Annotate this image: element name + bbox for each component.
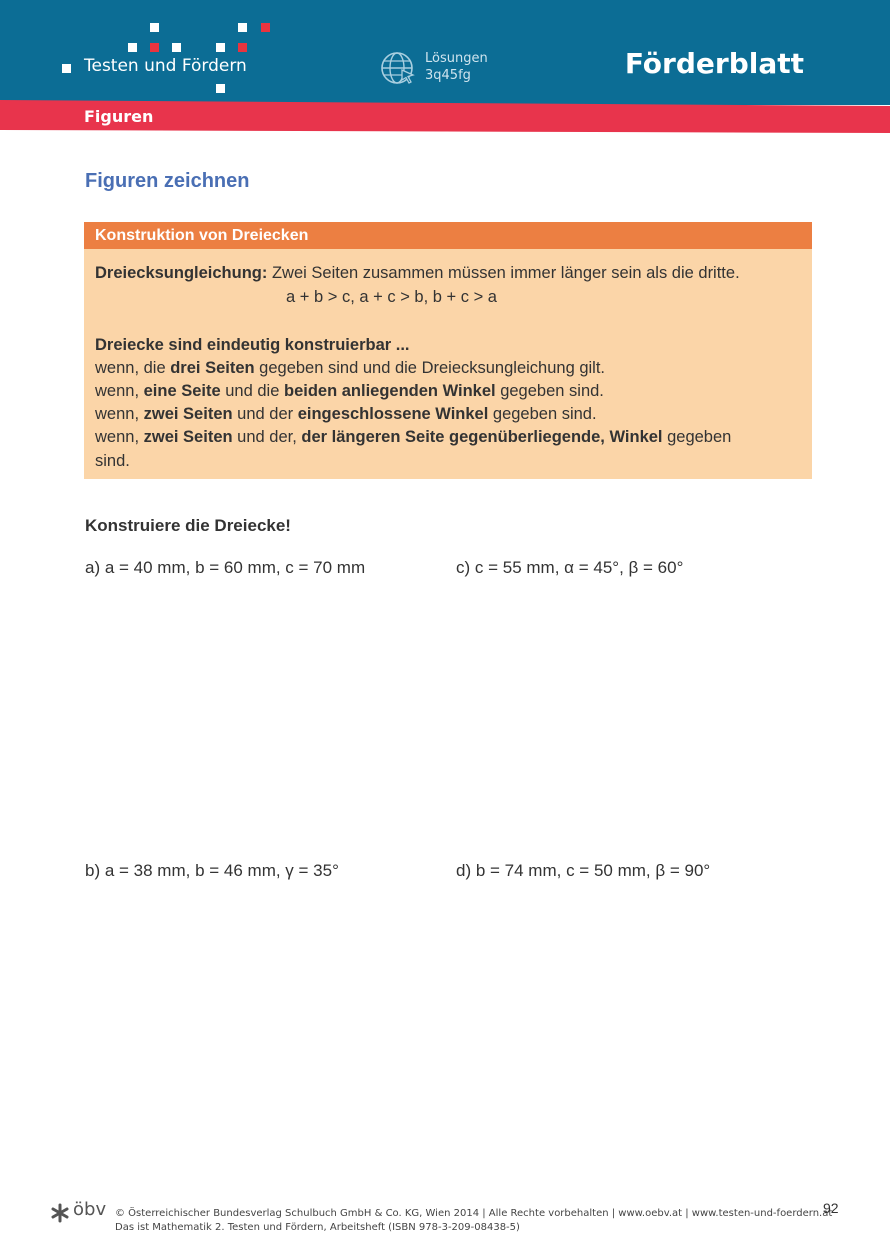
page-number: 92 (823, 1200, 839, 1216)
rule-line: wenn, zwei Seiten und der eingeschlossene Winkel gegeben sind. (95, 405, 597, 423)
inequality-text: Zwei Seiten zusammen müssen immer länger sein als die dritte. (271, 264, 740, 282)
info-box (84, 222, 812, 479)
globe-icon[interactable] (380, 50, 416, 86)
copyright-line: © Österreichischer Bundesverlag Schulbuch GmbH & Co. KG, Wien 2014 | Alle Rechte vorbehalten | www.oebv.at | www.testen-und-foerdern.at (115, 1208, 833, 1219)
task-d: d) b = 74 mm, c = 50 mm, β = 90° (456, 861, 711, 880)
unique-title: Dreiecke sind eindeutig konstruierbar ... (95, 336, 410, 354)
rule-line: wenn, eine Seite und die beiden anliegenden Winkel gegeben sind. (95, 382, 604, 400)
header-band (0, 0, 890, 105)
solutions-code[interactable]: 3q45fg (425, 68, 471, 83)
task-a: a) a = 40 mm, b = 60 mm, c = 70 mm (85, 558, 366, 577)
rule-line: wenn, zwei Seiten und der, der längeren Seite gegenüberliegende, Winkel gegeben (95, 428, 732, 446)
section-title: Figuren zeichnen (85, 170, 250, 192)
logo-text: Testen und Fördern (84, 56, 247, 76)
info-box-title: Konstruktion von Dreiecken (95, 227, 309, 244)
sheet-title: Förderblatt (624, 47, 804, 80)
inequality-label: Dreiecksungleichung: (95, 264, 268, 282)
inequality-line (95, 264, 740, 283)
book-info-line: Das ist Mathematik 2. Testen und Fördern, Arbeitsheft (ISBN 978-3-209-08438-5) (115, 1222, 520, 1233)
task-title: Konstruiere die Dreiecke! (85, 516, 291, 535)
info-box-header (84, 222, 812, 249)
task-b: b) a = 38 mm, b = 46 mm, γ = 35° (85, 861, 339, 880)
topic-label: Figuren (84, 107, 154, 126)
solutions-label[interactable]: Lösungen (425, 51, 488, 66)
publisher-logo-text: öbv (73, 1199, 107, 1220)
star-icon (50, 1203, 70, 1223)
inequality-formula: a + b > c, a + c > b, b + c > a (286, 288, 497, 306)
rule-line-continued: sind. (95, 452, 130, 470)
rule-line: wenn, die drei Seiten gegeben sind und die Dreiecksungleichung gilt. (95, 359, 606, 377)
task-c: c) c = 55 mm, α = 45°, β = 60° (456, 558, 684, 577)
